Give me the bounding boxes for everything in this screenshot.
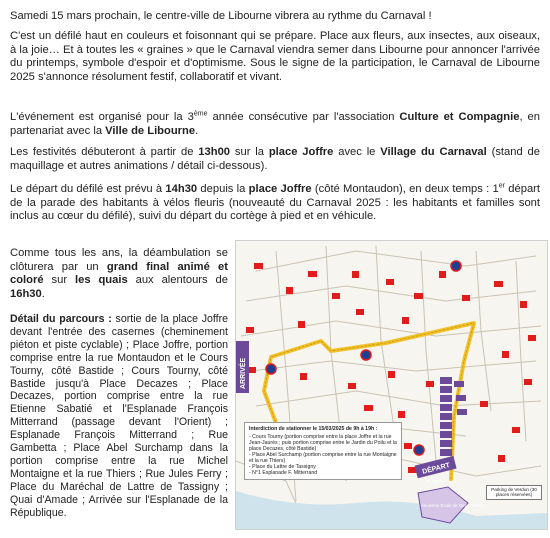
schedule-paragraph: Les festivités débuteront à partir de 13h00 sur la place Joffre avec le Village du Carnaval (stand de maquillage et autres animations / détail ci-dessous).	[10, 146, 540, 172]
legend-item: - Place Abel Surchamp (portion comprise entre la rue Montaigne et la rue Thiers)	[249, 452, 397, 464]
organizer-name: Culture et Compagnie	[399, 111, 520, 123]
departure-paragraph: Le départ du défilé est prévu à 14h30 depuis la place Joffre (côté Montaudon), en deux temps : 1er départ de la parade des habitants à vélos fleuris (nouveauté du Carnaval 2025 : les habitants et familles sont inclus au cœur du défilé), suivi du départ du cortège à pied et en véhicule.	[10, 182, 540, 223]
parking-legend	[244, 422, 402, 480]
depart-label: DÉPART	[421, 462, 451, 476]
partner-name: Ville de Libourne	[105, 124, 196, 137]
place-joffre-label: Pl. Joffre	[426, 479, 444, 484]
arrivee-label: ARRIVÉE	[240, 357, 247, 389]
legend-item: - Place du Lattre de Tassigny	[249, 464, 316, 470]
parking-verdun-label: Parking de Verdun (30 places réservées)	[486, 485, 542, 500]
caserne-label: Ancienne École de Gendarmerie	[421, 503, 485, 508]
streets	[236, 246, 541, 526]
legend-item: - N°1 Esplanade F. Mitterrand	[249, 470, 318, 476]
legend-title: Interdiction de stationner le 15/03/2025 de 9h à 19h :	[249, 426, 378, 432]
legend-item: - Cours Tourny (portion comprise entre la place Joffre et la rue Jean-Jaurès ; puis portion comprise entre le Jardin du Poilu et la place Decazes, côté Bastide)	[249, 434, 397, 452]
organizer-paragraph: L'événement est organisé pour la 3ème année consécutive par l'association Culture et Compagnie, en partenariat avec la Ville de Libourne.	[10, 110, 540, 137]
description-paragraph: C'est un défilé haut en couleurs et foisonnant qui se prépare. Place aux fleurs, aux insectes, aux oiseaux, à la joie… Et à toutes les « graines » que le Carnaval viendra semer dans Libourne pour annoncer l'arrivée du printemps, symbole d'espoir et d'optimisme. Sous le signe de la participation, le Carnaval de Libourne 2025 s'annonce résolument festif, collaboratif et vivant.	[10, 30, 540, 83]
intro-paragraph: Samedi 15 mars prochain, le centre-ville de Libourne vibrera au rythme du Carnaval !	[10, 10, 432, 22]
route-details-title: Détail du parcours :	[10, 313, 112, 325]
route-details-paragraph: Détail du parcours : sortie de la place Joffre devant l'entrée des casernes (cheminement piéton et piste cyclable) ; Place Joffre, portion comprise entre la rue Montaudon et le Cours Tourny, côté Bastide ; Cours Tourny, côté Bastide jusqu'à Place Decazes ; Place Decazes, portion comprise entre la rue Etienne Sabatié et l'Esplanade François Mitterrand (passage devant l'Orient) ; Esplanade François Mitterrand ; Rue Gambetta ; Place Abel Surchamp dans la portion comprise entre la rue Michel Montaigne et la rue Thiers ; Rue Jules Ferry ; Place du Maréchal de Lattre de Tassigny ; Quai d'Amade ; Arrivée sur l'Esplanade de la République.	[10, 313, 229, 519]
route-map	[235, 240, 548, 530]
finale-paragraph: Comme tous les ans, la déambulation se clôturera par un grand final animé et coloré sur les quais aux alentours de 16h30.	[10, 247, 228, 300]
